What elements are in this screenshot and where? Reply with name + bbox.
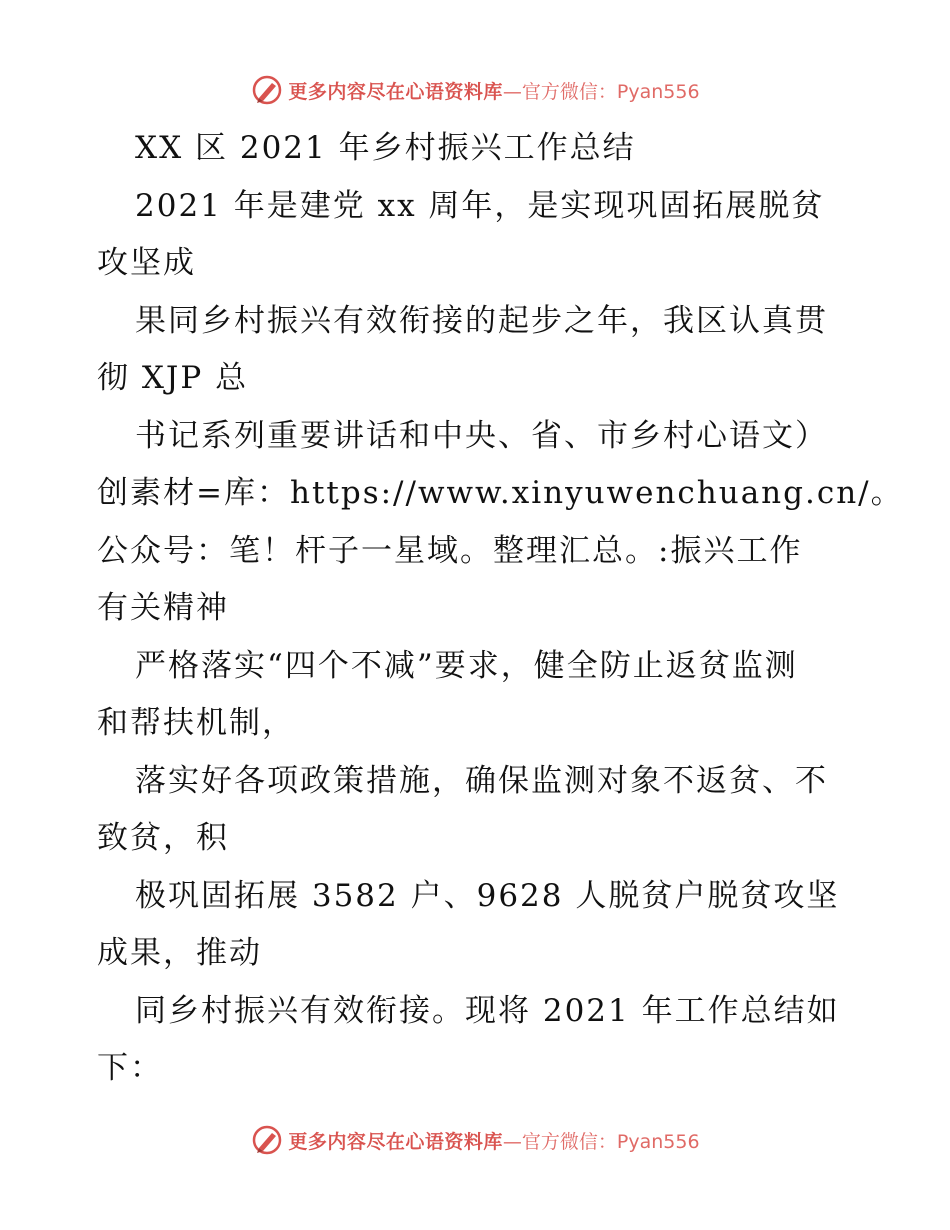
paragraph-line: 和帮扶机制，: [97, 705, 295, 741]
paragraph-line: 极巩固拓展 3582 户、9628 人脱贫户脱贫攻坚: [135, 877, 840, 914]
pen-logo-icon: [250, 73, 284, 107]
watermark-text: 更多内容尽在心语资料库: [288, 1130, 503, 1153]
paragraph-line: 2021 年是建党 xx 周年，是实现巩固拓展脱贫: [135, 187, 825, 224]
document-title: XX 区 2021 年乡村振兴工作总结: [135, 130, 636, 166]
paragraph-line: 下：: [97, 1050, 163, 1086]
paragraph-line: 书记系列重要讲话和中央、省、市乡村心语文）: [135, 417, 828, 454]
watermark-text: 更多内容尽在心语资料库: [288, 80, 503, 103]
paragraph-line: 攻坚成: [97, 245, 196, 281]
paragraph-line: 彻 XJP 总: [97, 360, 249, 396]
paragraph-line: 创素材=库：https://www.xinyuwenchuang.cn/。: [97, 475, 904, 511]
watermark-contact: —官方微信：Pyan556: [502, 80, 700, 103]
paragraph-line: 公众号：笔！杆子一星域。整理汇总。:振兴工作: [97, 532, 803, 569]
paragraph-line: 同乡村振兴有效衔接。现将 2021 年工作总结如: [135, 992, 840, 1029]
paragraph-line: 果同乡村振兴有效衔接的起步之年，我区认真贯: [135, 302, 828, 339]
paragraph-line: 落实好各项政策措施，确保监测对象不返贫、不: [135, 762, 828, 799]
footer-watermark-banner: [0, 1120, 950, 1160]
header-watermark-banner: [0, 70, 950, 110]
paragraph-line: 成果，推动: [97, 935, 262, 971]
pen-logo-icon: [250, 1123, 284, 1157]
watermark-contact: —官方微信：Pyan556: [502, 1130, 700, 1153]
paragraph-line: 致贫，积: [97, 820, 229, 856]
paragraph-line: 严格落实“四个不减”要求，健全防止返贫监测: [135, 647, 798, 684]
document-body: [97, 120, 904, 1098]
paragraph-line: 有关精神: [97, 590, 229, 626]
